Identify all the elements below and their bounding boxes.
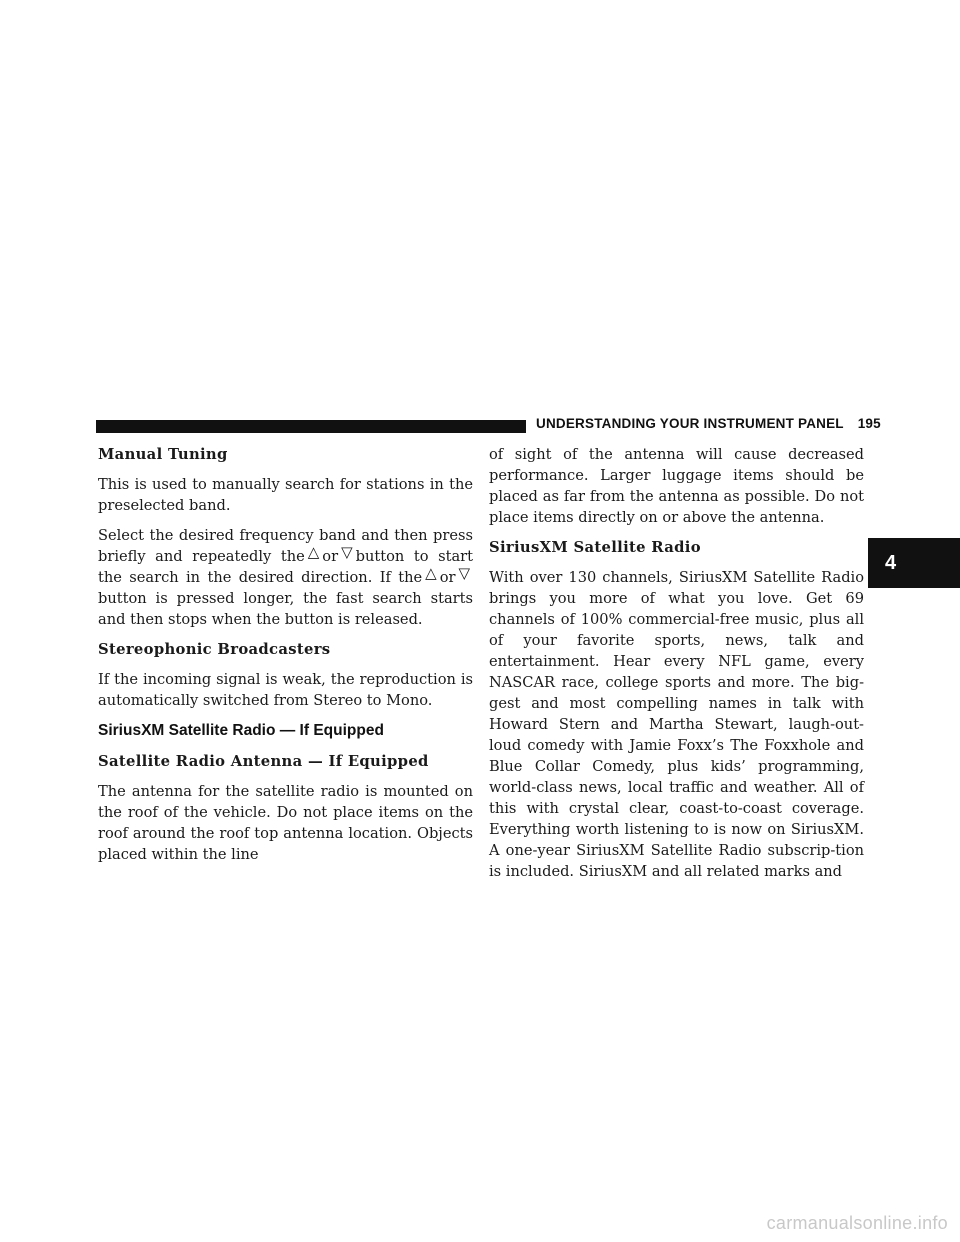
running-header	[536, 416, 881, 431]
right-column	[489, 444, 864, 891]
manual-tuning-text-a: Select the desired frequency band and then press briefly and repeatedly the	[98, 527, 473, 565]
antenna-heading: Satellite Radio Antenna — If Equipped	[98, 753, 429, 770]
antenna-paragraph: The antenna for the satellite radio is mounted on the roof of the vehicle. Do not place items on the roof around the roof top antenna location. Objects placed within the line	[98, 783, 473, 863]
siriusxm-paragraph: With over 130 channels, SiriusXM Satellite Radio brings you more of what you love. Get 69 channels of 100% commercial-free music, plus all of your favorite sports, news, talk and entertainment. Hear every NFL game, every NASCAR race, college sports and more. The big-gest and most compelling names in talk with Howard Stern and Martha Stewart, laugh-out-loud comedy with Jamie Foxx’s The Foxxhole and Blue Collar Comedy, plus kids’ programming, world-class news, local traffic and weather. All of this with crystal clear, coast-to-coast coverage. Everything worth listening to is now on SiriusXM. A one-year SiriusXM Satellite Radio subscrip-tion is included. SiriusXM and all related marks and	[489, 569, 864, 880]
page-number: 195	[857, 416, 881, 431]
manual-tuning-paragraph-1: This is used to manually search for stations in the preselected band.	[98, 476, 473, 514]
or-text-2: or	[439, 569, 456, 586]
chapter-number: 4	[885, 551, 897, 574]
header-rule	[96, 420, 526, 433]
down-triangle-icon: ▽	[341, 543, 353, 561]
manual-tuning-text-c: button is pressed longer, the fast search starts and then stops when the button is released.	[98, 590, 473, 628]
up-triangle-icon: △	[425, 564, 437, 582]
siriusxm-heading: SiriusXM Satellite Radio	[489, 539, 701, 556]
section-title: UNDERSTANDING YOUR INSTRUMENT PANEL	[536, 416, 844, 431]
antenna-paragraph-continued: of sight of the antenna will cause decreased performance. Larger luggage items should be placed as far from the antenna as possible. Do not place items directly on or above the antenna.	[489, 446, 864, 526]
up-triangle-icon: △	[307, 543, 320, 561]
or-text-1: or	[322, 548, 339, 565]
left-column	[98, 444, 473, 874]
watermark: carmanualsonline.info	[766, 1213, 948, 1233]
down-triangle-icon: ▽	[458, 564, 470, 582]
siriusxm-section-heading: SiriusXM Satellite Radio — If Equipped	[98, 722, 384, 739]
manual-tuning-text-b: button to start the search in the desired direction. If the	[98, 548, 473, 586]
manual-tuning-heading: Manual Tuning	[98, 446, 228, 463]
stereo-heading: Stereophonic Broadcasters	[98, 641, 331, 658]
chapter-tab	[868, 538, 960, 588]
stereo-paragraph: If the incoming signal is weak, the reproduction is automatically switched from Stereo to Mono.	[98, 671, 473, 709]
manual-tuning-paragraph-2	[98, 525, 473, 630]
